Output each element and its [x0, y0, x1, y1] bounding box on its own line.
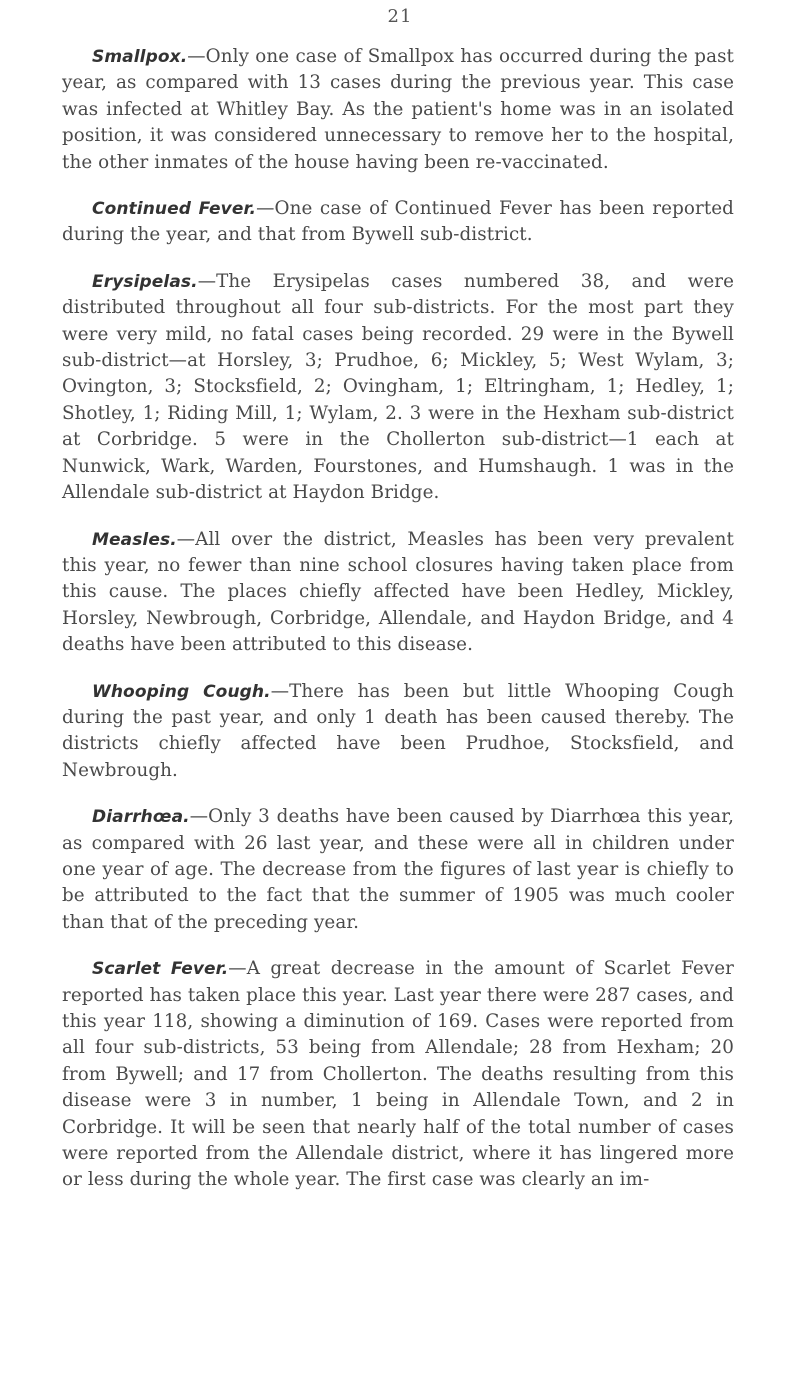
- section-scarlet-fever: Scarlet Fever.—A great decrease in the amount of Scarlet Fever reported has taken place this year. Last year there were 287 cases, and this year 118, showing a diminution of 169. Cases were reported from all four sub-districts, 53 being from Allendale; 28 from Hexham; 20 from Bywell; and 17 from Chollerton. The deaths resulting from this disease were 3 in number, 1 being in Allendale Town, and 2 in Corbridge. It will be seen that nearly half of the total number of cases were reported from the Allendale district, where it has lingered more or less during the whole year. The first case was clearly an im-: [62, 958, 734, 1191]
- section-heading: Measles.: [92, 529, 177, 550]
- section-smallpox: Smallpox.—Only one case of Smallpox has occurred during the past year, as compared with 13 cases during the previous year. This case was infected at Whitley Bay. As the patient's home was in an isolated position, it was considered unnecessary to remove her to the hospital, the other inmates of the house having been re-vaccinated.: [62, 46, 734, 173]
- section-continued-fever: Continued Fever.—One case of Continued Fever has been reported during the year, and that from Bywell sub-district.: [62, 198, 734, 246]
- section-text: The Erysipelas cases numbered 38, and were distributed throughout all four sub-districts. For the most part they were very mild, no fatal cases being recorded. 29 were in the Bywell sub-district—at Horsley, 3; Prudhoe, 6; Mickley, 5; West Wylam, 3; Ovington, 3; Stocksfield, 2; Ovingham, 1; Eltringham, 1; Hedley, 1; Shotley, 1; Riding Mill, 1; Wylam, 2. 3 were in the Hexham sub-district at Corbridge. 5 were in the Chollerton sub-district—1 each at Nunwick, Wark, Warden, Fourstones, and Humshaugh. 1 was in the Allendale sub-district at Haydon Bridge.: [62, 270, 734, 504]
- section-heading: Erysipelas.: [92, 271, 198, 292]
- page-body: [62, 44, 734, 1214]
- section-text: One case of Continued Fever has been reported during the year, and that from Bywell sub-district.: [62, 198, 734, 246]
- section-erysipelas: Erysipelas.—The Erysipelas cases numbered 38, and were distributed throughout all four sub-districts. For the most part they were very mild, no fatal cases being recorded. 29 were in the Bywell sub-district—at Horsley, 3; Prudhoe, 6; Mickley, 5; West Wylam, 3; Ovington, 3; Stocksfield, 2; Ovingham, 1; Eltringham, 1; Hedley, 1; Shotley, 1; Riding Mill, 1; Wylam, 2. 3 were in the Hexham sub-district at Corbridge. 5 were in the Chollerton sub-district—1 each at Nunwick, Wark, Warden, Fourstones, and Humshaugh. 1 was in the Allendale sub-district at Haydon Bridge.: [62, 270, 734, 504]
- section-diarrhoea: Diarrhœa.—Only 3 deaths have been caused by Diarrhœa this year, as compared with 26 last year, and these were all in children under one year of age. The decrease from the figures of last year is chiefly to be attributed to the fact that the summer of 1905 was much cooler than that of the preceding year.: [62, 806, 734, 933]
- section-heading: Continued Fever.: [92, 199, 257, 220]
- section-text: All over the district, Measles has been very prevalent this year, no fewer than nine school closures having taken place from this cause. The places chiefly affected have been Hedley, Mickley, Horsley, Newbrough, Corbridge, Allendale, and Haydon Bridge, and 4 deaths have been attributed to this disease.: [62, 528, 734, 656]
- section-text: A great decrease in the amount of Scarlet Fever reported has taken place this year. Last year there were 287 cases, and this year 118, showing a diminution of 169. Cases were reported from all four sub-districts, 53 being from Allendale; 28 from Hexham; 20 from Bywell; and 17 from Chollerton. The deaths resulting from this disease were 3 in number, 1 being in Allendale Town, and 2 in Corbridge. It will be seen that nearly half of the total number of cases were reported from the Allendale district, where it has lingered more or less during the whole year. The first case was clearly an im-: [62, 958, 734, 1191]
- section-measles: Measles.—All over the district, Measles has been very prevalent this year, no fewer than nine school closures having taken place from this cause. The places chiefly affected have been Hedley, Mickley, Horsley, Newbrough, Corbridge, Allendale, and Haydon Bridge, and 4 deaths have been attributed to this disease.: [62, 528, 734, 656]
- section-text: Only 3 deaths have been caused by Diarrhœa this year, as compared with 26 last year, and these were all in children under one year of age. The decrease from the figures of last year is chiefly to be attributed to the fact that the summer of 1905 was much cooler than that of the preceding year.: [62, 806, 734, 933]
- section-heading: Scarlet Fever.: [92, 959, 229, 980]
- section-whooping-cough: Whooping Cough.—There has been but little Whooping Cough during the past year, and only 1 death has been caused thereby. The districts chiefly affected have been Prudhoe, Stocksfield, and Newbrough.: [62, 680, 734, 781]
- page-number: 21: [387, 6, 413, 27]
- section-text: Only one case of Smallpox has occurred during the past year, as compared with 13 cases during the previous year. This case was infected at Whitley Bay. As the patient's home was in an isolated position, it was considered unnecessary to remove her to the hospital, the other inmates of the house having been re-vaccinated.: [62, 46, 734, 173]
- section-text: There has been but little Whooping Cough during the past year, and only 1 death has been caused thereby. The districts chiefly affected have been Prudhoe, Stocksfield, and Newbrough.: [62, 680, 734, 781]
- section-heading: Diarrhœa.: [92, 807, 190, 828]
- section-heading: Whooping Cough.: [92, 681, 271, 702]
- section-heading: Smallpox.: [92, 47, 188, 67]
